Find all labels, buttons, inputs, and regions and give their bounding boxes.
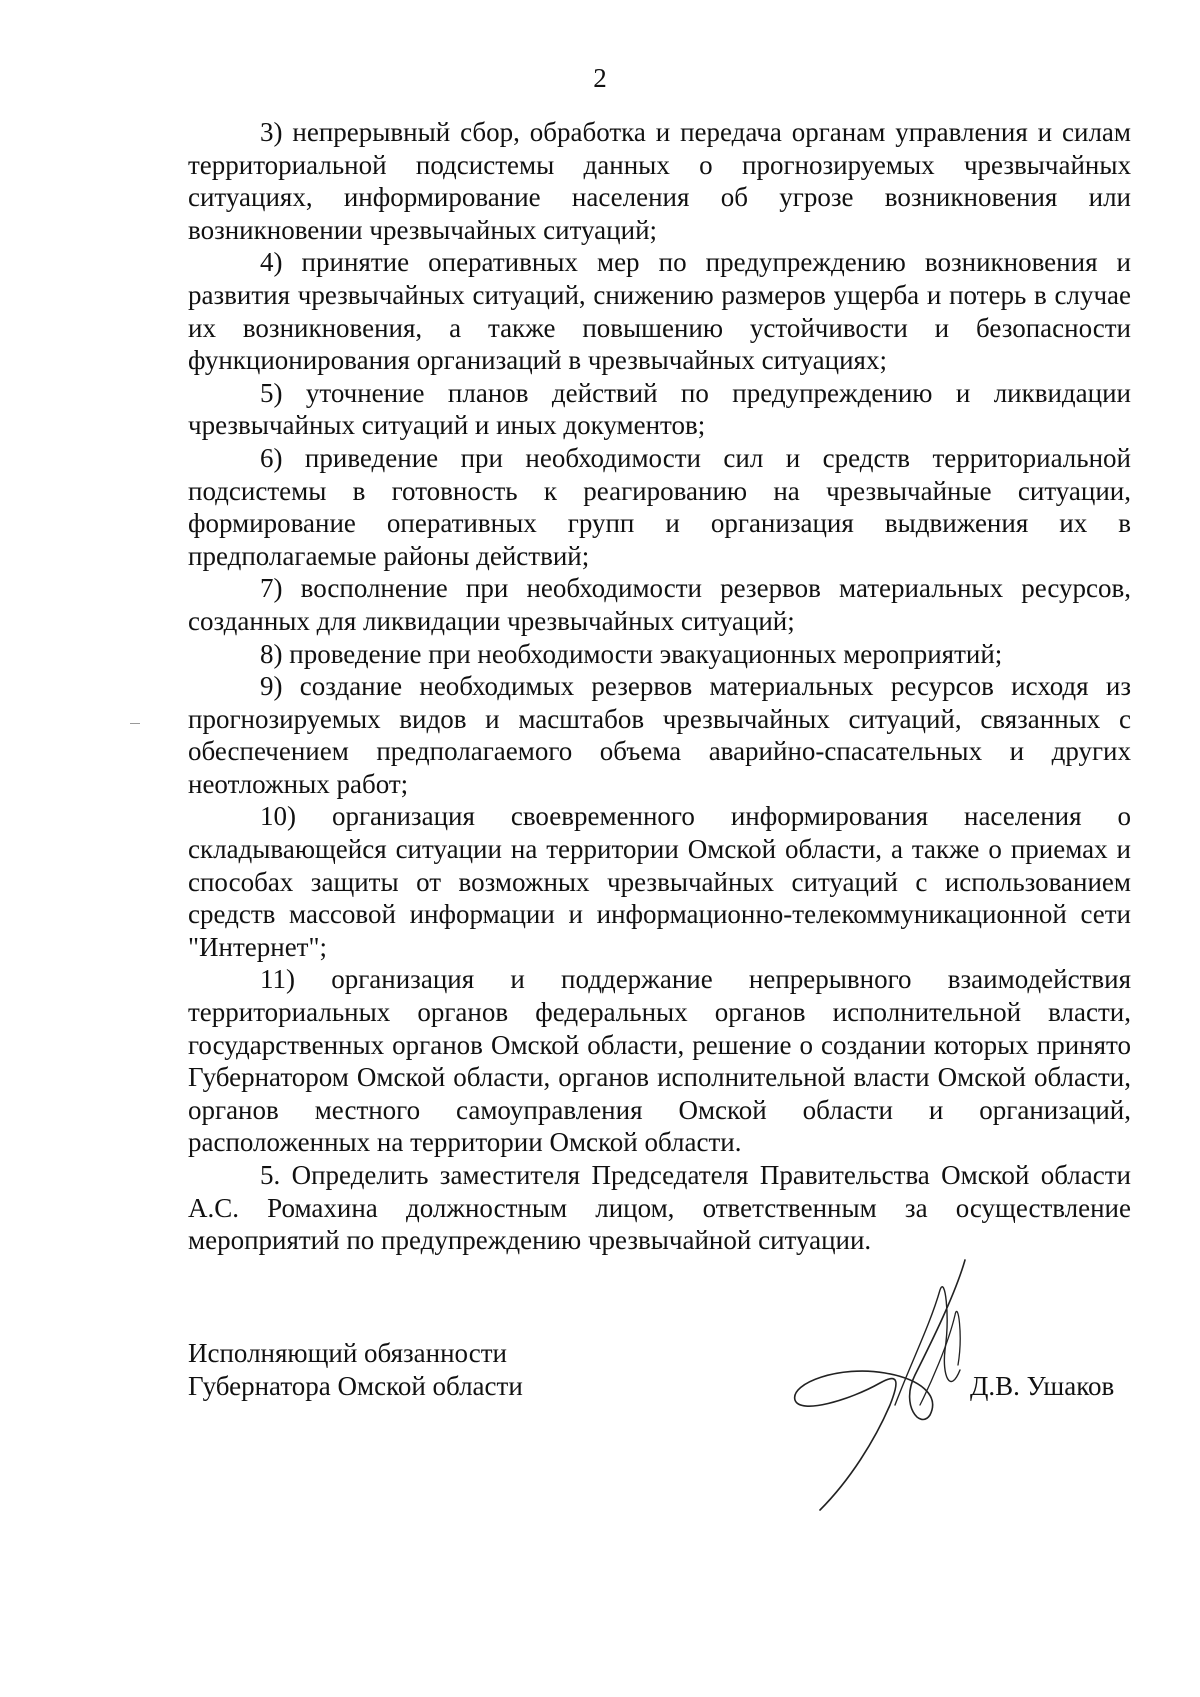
- signatory-position-line-1: Исполняющий обязанности: [188, 1338, 507, 1368]
- paragraph-item-7: 7) восполнение при необходимости резервов материальных ресурсов, созданных для ликвидации чрезвычайных ситуаций;: [188, 573, 1131, 636]
- signatory-name: Д.В. Ушаков: [970, 1371, 1115, 1401]
- page-number: 2: [593, 63, 607, 93]
- paragraph-item-4: 4) принятие оперативных мер по предупреждению возникновения и развития чрезвычайных ситуаций, снижению размеров ущерба и потерь в случае их возникновения, а также повышению устойчивости и безопасности функционирования организаций в чрезвычайных ситуациях;: [188, 247, 1131, 376]
- paragraph-item-9: 9) создание необходимых резервов материальных ресурсов исходя из прогнозируемых видов и масштабов чрезвычайных ситуаций, связанных с обеспечением предполагаемого объема аварийно-спасательных и других неотложных работ;: [188, 671, 1131, 799]
- paragraph-item-5: 5) уточнение планов действий по предупреждению и ликвидации чрезвычайных ситуаций и иных документов;: [188, 377, 1131, 441]
- paragraph-item-11: 11) организация и поддержание непрерывного взаимодействия территориальных органов федеральных органов исполнительной власти, государственных органов Омской области, решение о создании которых принято Губернатором Омской области, органов исполнительной власти Омской области, органов местного самоуправления Омской области и организаций, расположенных на территории Омской области.: [188, 964, 1131, 1158]
- paragraph-item-3: 3) непрерывный сбор, обработка и передача органам управления и силам территориальной подсистемы данных о прогнозируемых чрезвычайных ситуациях, информирование населения об угрозе возникновения или возникновении чрезвычайных ситуаций;: [188, 117, 1131, 245]
- signatory-position: [188, 1337, 523, 1403]
- paragraph-item-8: 8) проведение при необходимости эвакуационных мероприятий;: [260, 638, 1003, 669]
- paragraph-item-6: 6) приведение при необходимости сил и средств территориальной подсистемы в готовность к реагированию на чрезвычайные ситуации, формирование оперативных групп и организация выдвижения их в предполагаемые районы действий;: [188, 442, 1131, 571]
- paragraph-item-10: 10) организация своевременного информирования населения о складывающейся ситуации на территории Омской области, а также о приемах и способах защиты от возможных чрезвычайных ситуаций с использованием средств массовой информации и информационно-телекоммуникационной сети "Интернет";: [188, 801, 1131, 962]
- margin-mark: [130, 723, 140, 724]
- document-body: [188, 116, 1131, 1257]
- signatory-position-line-2: Губернатора Омской области: [188, 1371, 523, 1401]
- paragraph-section-5: 5. Определить заместителя Председателя Правительства Омской области А.С. Ромахина должностным лицом, ответственным за осуществление мероприятий по предупреждению чрезвычайной ситуации.: [188, 1160, 1131, 1256]
